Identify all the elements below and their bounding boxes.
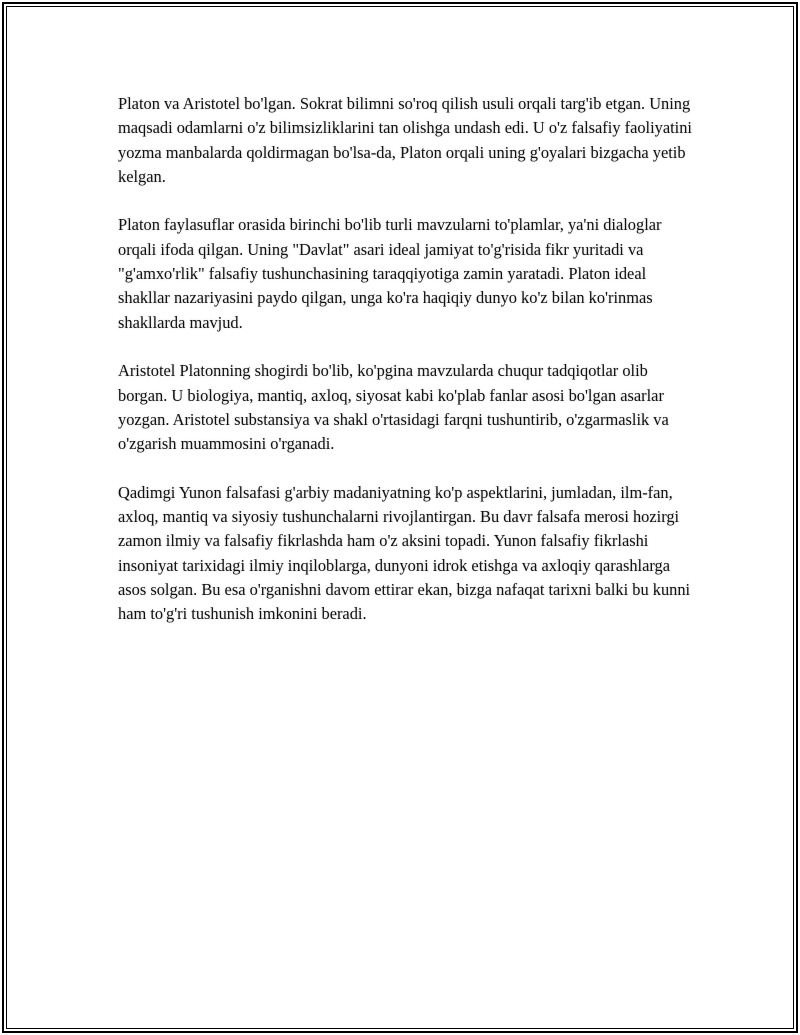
paragraph-greek-philosophy-legacy: Qadimgi Yunon falsafasi g'arbiy madaniyatning ko'p aspektlarini, jumladan, ilm-fan, axloq, mantiq va siyosiy tushunchalarni rivojlantirgan. Bu davr falsafa merosi hozirgi zamon ilmiy va falsafiy fikrlashda ham o'z aksini topadi. Yunon falsafiy fikrlashi insoniyat tarixidagi ilmiy inqiloblarga, dunyoni idrok etishga va axloqiy qarashlarga asos solgan. Bu esa o'rganishni davom ettirar ekan, bizga nafaqat tarixni balki bu kunni ham to'g'ri tushunish imkonini beradi. [118,482,691,624]
paragraph-platon: Platon faylasuflar orasida birinchi bo'lib turli mavzularni to'plamlar, ya'ni dialoglar orqali ifoda qilgan. Uning "Davlat" asari ideal jamiyat to'g'risida fikr yuritadi va "g'amxo'rlik" falsafiy tushunchasining taraqqiyotiga zamin yaratadi. Platon ideal shakllar nazariyasini paydo qilgan, unga ko'ra haqiqiy dunyo ko'z bilan ko'rinmas shakllarda mavjud. [118,215,662,332]
paragraph-socrates: Platon va Aristotel bo'lgan. Sokrat bilimni so'roq qilish usuli orqali targ'ib etgan. Uning maqsadi odamlarni o'z bilimsizliklarini tan olishga undash edi. U o'z falsafiy faoliyatini yozma manbalarda qoldirmagan bo'lsa-da, Platon orqali uning g'oyalari bizgacha yetib kelgan. [118,94,692,186]
document-body [118,92,693,651]
paragraph-aristotel: Aristotel Platonning shogirdi bo'lib, ko'pgina mavzularda chuqur tadqiqotlar olib borgan. U biologiya, mantiq, axloq, siyosat kabi ko'plab fanlar asosi bo'lgan asarlar yozgan. Aristotel substansiya va shakl o'rtasidagi farqni tushuntirib, o'zgarmaslik va o'zgarish muammosini o'rganadi. [118,361,669,454]
